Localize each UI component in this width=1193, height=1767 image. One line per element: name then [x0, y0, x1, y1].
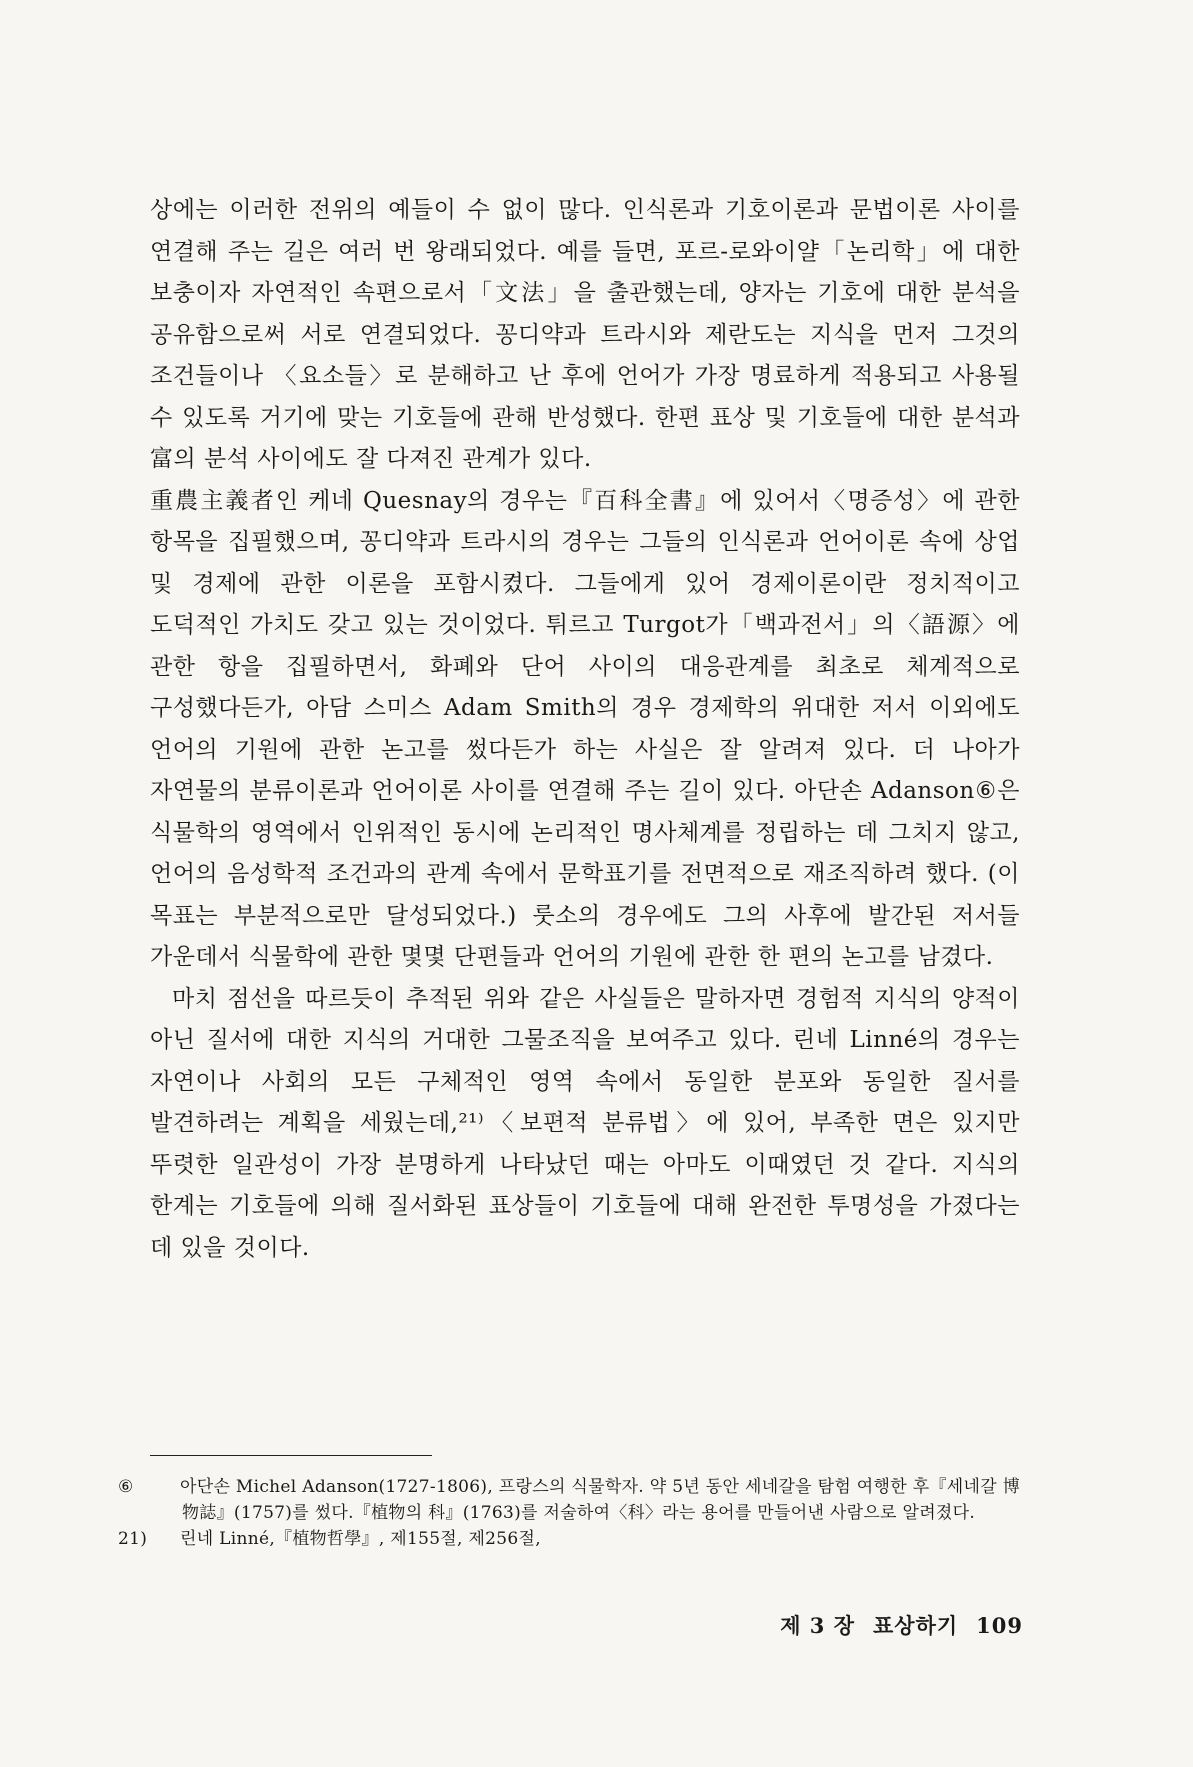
paragraph-1: 상에는 이러한 전위의 예들이 수 없이 많다. 인식론과 기호이론과 문법이론 사이를 연결해 주는 길은 여러 번 왕래되었다. 예를 들면, 포르-로와이얄「논리학」에 대한 보충이자 자연적인 속편으로서「文法」을 출관했는데, 양자는 기호에 대한 분석을 공유함으로써 서로 연결되었다. 꽁디약과 트라시와 제란도는 지식을 먼저 그것의 조건들이나 〈요소들〉로 분해하고 난 후에 언어가 가장 명료하게 적용되고 사용될 수 있도록 거기에 맞는 기호들에 관해 반성했다. 한편 표상 및 기호들에 대한 분석과 富의 분석 사이에도 잘 다져진 관계가 있다. — [150, 197, 1020, 472]
footnote-mark: ⑥ — [118, 1477, 134, 1497]
footnote-mark: 21) — [118, 1529, 148, 1549]
footnote-6 — [118, 1474, 1020, 1526]
paragraph-3: 마치 점선을 따르듯이 추적된 위와 같은 사실들은 말하자면 경험적 지식의 양적이 아닌 질서에 대한 지식의 거대한 그물조직을 보여주고 있다. 린네 Linné의 경우는 자연이나 사회의 모든 구체적인 영역 속에서 동일한 분포와 동일한 질서를 발견하려는 계획을 세웠는데,²¹⁾〈보편적 분류법〉에 있어, 부족한 면은 있지만 뚜렷한 일관성이 가장 분명하게 나타났던 때는 아마도 이때였던 것 같다. 지식의 한계는 기호들에 의해 질서화된 표상들이 기호들에 대해 완전한 투명성을 가졌다는 데 있을 것이다. — [150, 985, 1020, 1261]
footnotes — [118, 1455, 1020, 1552]
footnote-text: 아단손 Michel Adanson(1727-1806), 프랑스의 식물학자. 약 5년 동안 세네갈을 탐험 여행한 후『세네갈 博物誌』(1757)를 썼다.『植物의 科』(1763)를 저술하여〈科〉라는 용어를 만들어낸 사람으로 알려졌다. — [180, 1477, 1020, 1523]
footnote-rule — [150, 1455, 432, 1456]
paragraph-2: 重農主義者인 케네 Quesnay의 경우는『百科全書』에 있어서〈명증성〉에 관한 항목을 집필했으며, 꽁디약과 트라시의 경우는 그들의 인식론과 언어이론 속에 상업 및 경제에 관한 이론을 포함시켰다. 그들에게 있어 경제이론이란 정치적이고 도덕적인 가치도 갖고 있는 것이었다. 튀르고 Turgot가「백과전서」의〈語源〉에 관한 항을 집필하면서, 화폐와 단어 사이의 대응관계를 최초로 체계적으로 구성했다든가, 아담 스미스 Adam Smith의 경우 경제학의 위대한 저서 이외에도 언어의 기원에 관한 논고를 썼다든가 하는 사실은 잘 알려져 있다. 더 나아가 자연물의 분류이론과 언어이론 사이를 연결해 주는 길이 있다. 아단손 Adanson⑥은 식물학의 영역에서 인위적인 동시에 논리적인 명사체계를 정립하는 데 그치지 않고, 언어의 음성학적 조건과의 관계 속에서 문학표기를 전면적으로 재조직하려 했다. (이 목표는 부분적으로만 달성되었다.) 룻소의 경우에도 그의 사후에 발간된 저서들 가운데서 식물학에 관한 몇몇 단편들과 언어의 기원에 관한 한 편의 논고를 남겼다. — [150, 487, 1020, 970]
page-number: 109 — [976, 1613, 1023, 1638]
running-footer — [780, 1610, 1023, 1640]
chapter-label: 제 3 장 — [780, 1613, 855, 1638]
footnote-21 — [118, 1526, 1020, 1552]
main-text — [150, 190, 1020, 1269]
chapter-title: 표상하기 — [873, 1613, 959, 1638]
footnote-text: 린네 Linné,『植物哲學』, 제155절, 제256절, — [180, 1529, 541, 1549]
